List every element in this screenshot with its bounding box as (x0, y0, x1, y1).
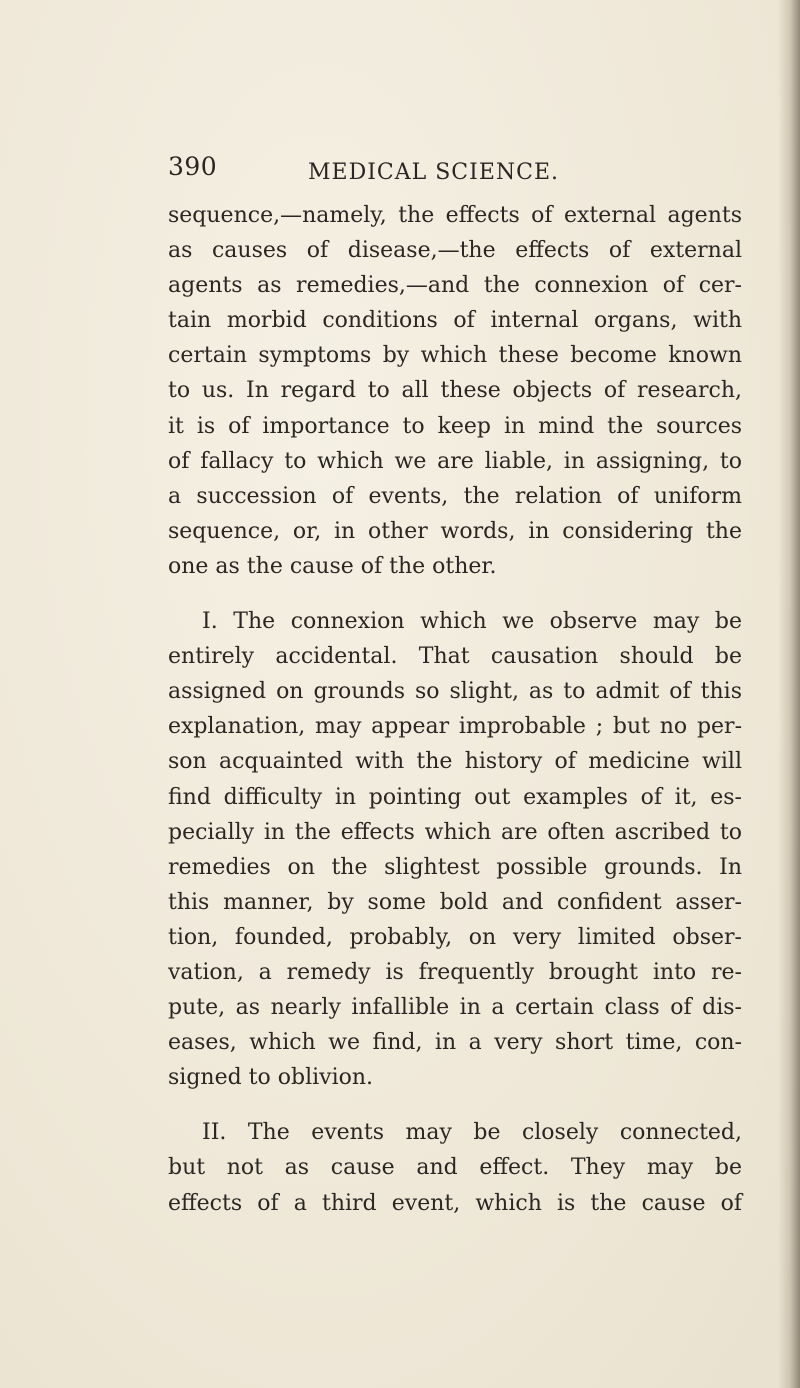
text-line: signed to oblivion. (168, 1065, 374, 1091)
text-line: find difficulty in pointing out examples of it, es- (168, 784, 742, 810)
text-line: entirely accidental. That causation should be (168, 644, 742, 670)
text-line: vation, a remedy is frequently brought into re- (168, 959, 742, 985)
text-line: as causes of disease,—the effects of external (168, 238, 742, 264)
text-line: son acquainted with the history of medicine will (168, 749, 742, 775)
text-line: tain morbid conditions of internal organs, with (168, 308, 742, 334)
text-line: to us. In regard to all these objects of research, (168, 378, 742, 404)
running-title: MEDICAL SCIENCE. (308, 160, 560, 185)
page-number: 390 (168, 152, 218, 181)
paragraph-continuation (168, 198, 742, 584)
text-line: this manner, by some bold and confident asser- (168, 889, 742, 915)
text-line: one as the cause of the other. (168, 553, 497, 579)
text-line: effects of a third event, which is the cause of (168, 1190, 742, 1216)
text-line: eases, which we find, in a very short time, con- (168, 1030, 742, 1056)
text-line: certain symptoms by which these become known (168, 343, 742, 369)
text-line: I. The connexion which we observe may be (202, 609, 742, 635)
text-line: of fallacy to which we are liable, in assigning, to (168, 448, 742, 474)
text-line: explanation, may appear improbable ; but no per- (168, 714, 742, 740)
body-text (168, 198, 742, 1221)
text-line: a succession of events, the relation of uniform (168, 483, 742, 509)
text-line: agents as remedies,—and the connexion of cer- (168, 273, 742, 299)
page-edge-shadow (778, 0, 800, 1388)
paragraph-two (168, 1115, 742, 1220)
text-line: II. The events may be closely connected, (202, 1120, 742, 1146)
text-line: but not as cause and effect. They may be (168, 1155, 742, 1181)
text-line: pecially in the effects which are often ascribed to (168, 819, 742, 845)
text-line: sequence,—namely, the effects of external agents (168, 203, 742, 228)
text-line: it is of importance to keep in mind the sources (168, 413, 742, 439)
paragraph-one (168, 604, 742, 1095)
paragraph-gap (168, 1095, 742, 1115)
text-line: sequence, or, in other words, in considering the (168, 518, 742, 544)
running-head (168, 152, 748, 192)
text-line: assigned on grounds so slight, as to admit of this (168, 679, 742, 705)
text-line: remedies on the slightest possible grounds. In (168, 854, 742, 880)
text-line: pute, as nearly infallible in a certain class of dis- (168, 995, 742, 1021)
text-line: tion, founded, probably, on very limited obser- (168, 924, 742, 950)
paragraph-gap (168, 584, 742, 604)
